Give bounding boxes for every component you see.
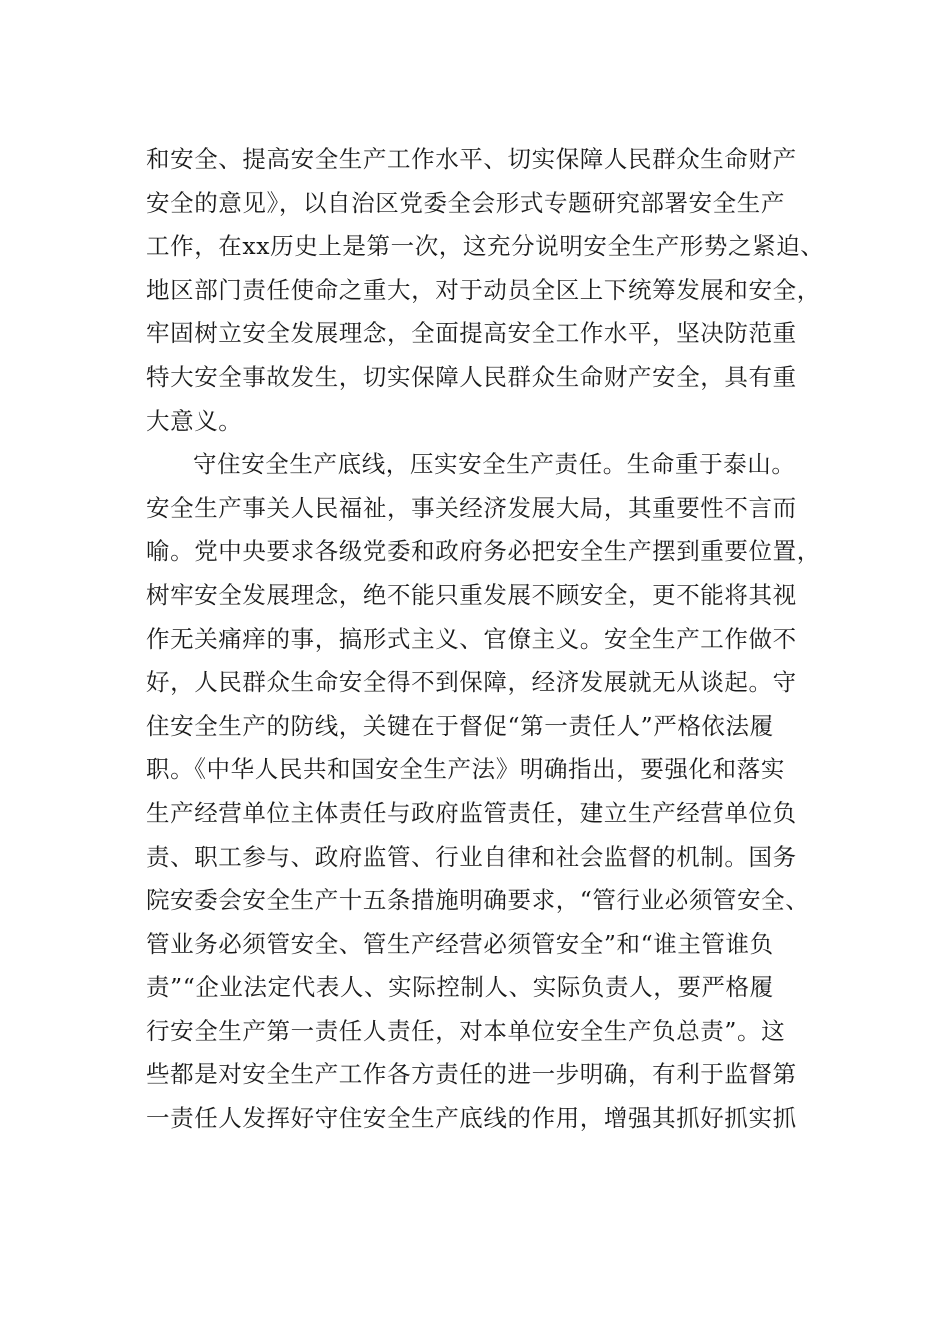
text-line: 责”“企业法定代表人、实际控制人、实际负责人，要严格履	[146, 973, 774, 1002]
text-line: 作无关痛痒的事，搞形式主义、官僚主义。安全生产工作做不	[146, 624, 797, 653]
text-line: 特大安全事故发生，切实保障人民群众生命财产安全，具有重	[146, 362, 797, 391]
text-line: 一责任人发挥好守住安全生产底线的作用，增强其抓好抓实抓	[146, 1104, 797, 1133]
paragraph-start-line: 守住安全生产底线，压实安全生产责任。生命重于泰山。	[193, 450, 796, 479]
text-line: 责、职工参与、政府监管、行业自律和社会监督的机制。国务	[146, 842, 797, 871]
text-line: 好，人民群众生命安全得不到保障，经济发展就无从谈起。守	[146, 668, 797, 697]
text-line: 大意义。	[146, 406, 243, 435]
text-line: 管业务必须管安全、管生产经营必须管安全”和“谁主管谁负	[146, 929, 774, 958]
text-line: 喻。党中央要求各级党委和政府务必把安全生产摆到重要位置，	[146, 537, 821, 566]
text-line: 树牢安全发展理念，绝不能只重发展不顾安全，更不能将其视	[146, 580, 797, 609]
body-text	[146, 138, 836, 1141]
text-line: 安全的意见》，以自治区党委全会形式专题研究部署安全生产	[146, 188, 785, 217]
text-line: 地区部门责任使命之重大，对于动员全区上下统筹发展和安全，	[146, 275, 821, 304]
text-line: 院安委会安全生产十五条措施明确要求，“管行业必须管安全、	[146, 886, 810, 915]
text-line: 工作，在xx历史上是第一次，这充分说明安全生产形势之紧迫、	[146, 232, 825, 261]
text-line: 行安全生产第一责任人责任，对本单位安全生产负总责”。这	[146, 1016, 786, 1045]
text-line: 住安全生产的防线，关键在于督促“第一责任人”严格依法履	[146, 711, 774, 740]
text-line: 职。《中华人民共和国安全生产法》明确指出，要强化和落实	[146, 755, 785, 784]
text-line: 安全生产事关人民福祉，事关经济发展大局，其重要性不言而	[146, 493, 797, 522]
text-line: 牢固树立安全发展理念，全面提高安全工作水平，坚决防范重	[146, 319, 797, 348]
text-line: 生产经营单位主体责任与政府监管责任，建立生产经营单位负	[146, 798, 797, 827]
text-line: 和安全、提高安全生产工作水平、切实保障人民群众生命财产	[146, 145, 797, 173]
text-line: 些都是对安全生产工作各方责任的进一步明确，有利于监督第	[146, 1060, 797, 1089]
